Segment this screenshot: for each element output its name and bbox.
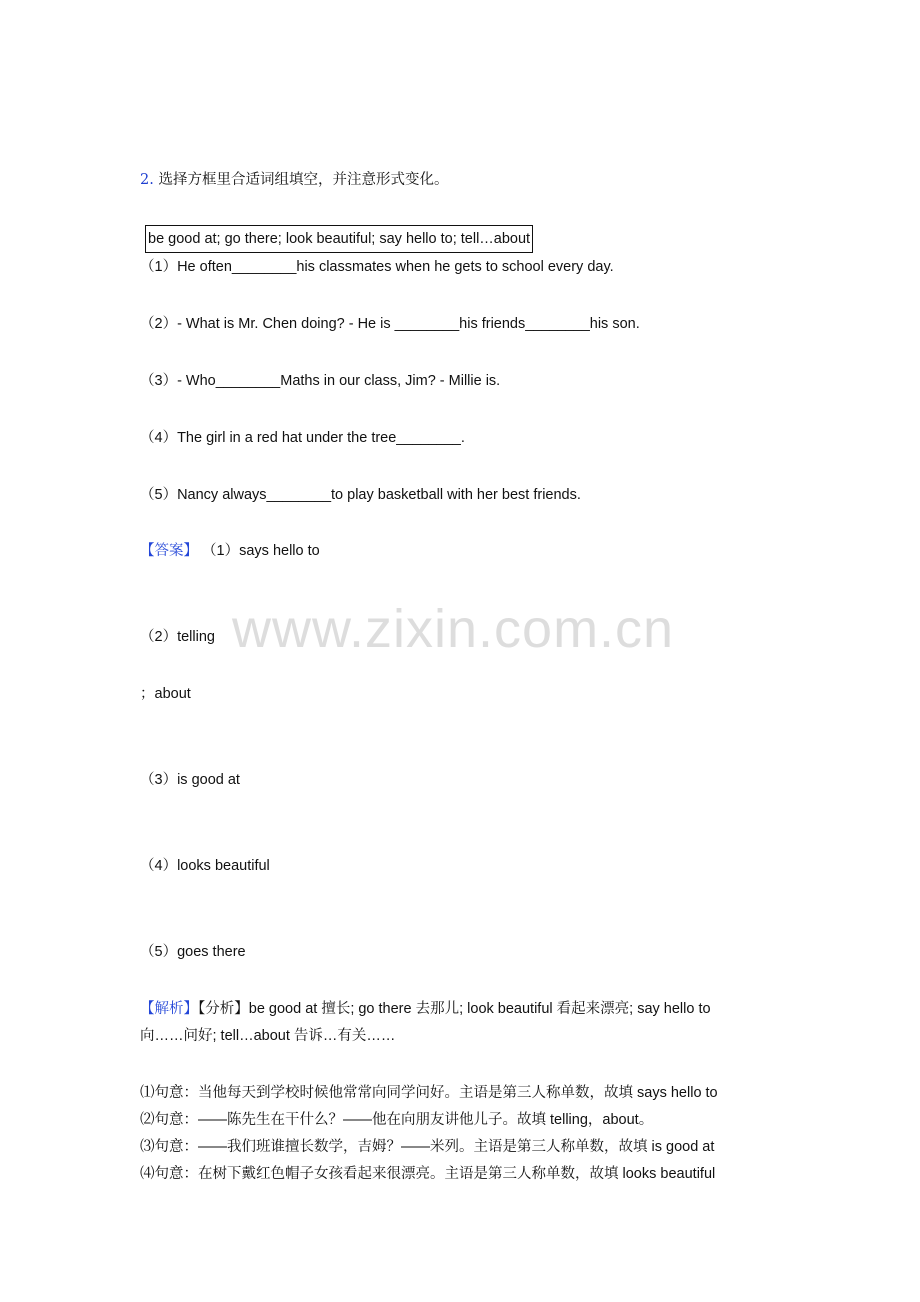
analysis-line-2: 向……问好; tell…about 告诉…有关…… [140, 1028, 396, 1044]
question-item-4: （4）The girl in a red hat under the tree________. [140, 430, 465, 446]
question-item-3: （3）- Who________Maths in our class, Jim? - Millie is. [140, 373, 501, 389]
analysis-tag: 【解析】 [140, 1001, 198, 1017]
answer-5: （5）goes there [140, 944, 246, 960]
answer-4: （4）looks beautiful [140, 858, 270, 874]
answer-2-continued: ；about [140, 686, 191, 702]
watermark: www.zixin.com.cn [232, 599, 675, 659]
analysis-detail-4: ⑷句意：在树下戴红色帽子女孩看起来很漂亮。主语是第三人称单数，故填 looks beautiful [140, 1166, 716, 1182]
question-item-2: （2）- What is Mr. Chen doing? - He is ________his friends________his son. [140, 316, 640, 332]
analysis-line-1 [140, 999, 711, 1019]
question-number-sep: . [149, 172, 154, 188]
analysis-detail-1: ⑴句意：当他每天到学校时候他常常向同学问好。主语是第三人称单数，故填 says hello to [140, 1085, 718, 1101]
answer-2: （2）telling [140, 629, 215, 645]
answer-3: （3）is good at [140, 772, 240, 788]
question-instruction: 选择方框里合适词组填空，并注意形式变化。 [158, 172, 449, 188]
analysis-summary: 【分析】be good at 擅长; go there 去那儿; look beautiful 看起来漂亮; say hello to [198, 1001, 711, 1017]
answer-tag: 【答案】 [140, 543, 198, 559]
word-box: be good at; go there; look beautiful; say hello to; tell…about [145, 225, 533, 253]
question-item-1: （1）He often________his classmates when he gets to school every day. [140, 259, 614, 275]
analysis-detail-3: ⑶句意：——我们班谁擅长数学，吉姆？——米列。主语是第三人称单数，故填 is good at [140, 1139, 715, 1155]
answer-1: （1）says hello to [202, 543, 320, 559]
question-item-5: （5）Nancy always________to play basketball with her best friends. [140, 487, 581, 503]
analysis-detail-2: ⑵句意：——陈先生在干什么？——他在向朋友讲他儿子。故填 telling，about。 [140, 1112, 654, 1128]
answer-line-1 [140, 541, 320, 561]
question-number: 2 [140, 172, 150, 188]
question-header [140, 170, 448, 190]
